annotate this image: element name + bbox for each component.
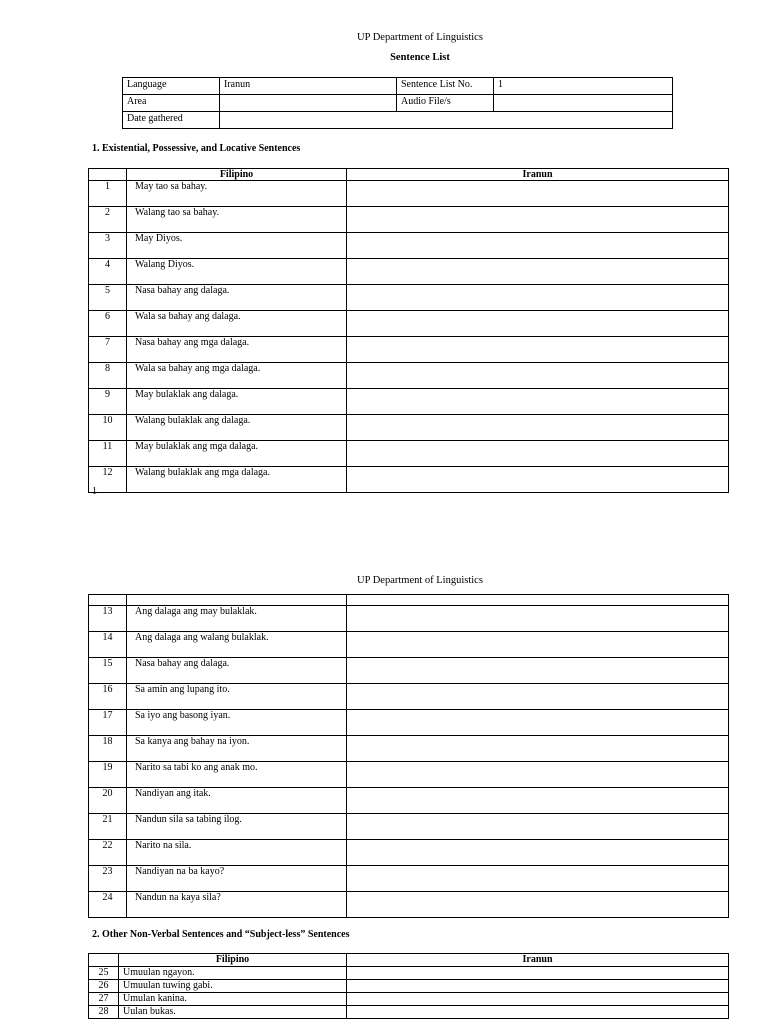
filipino-cell: Walang bulaklak ang mga dalaga. [127,467,347,493]
row-number: 6 [89,311,127,337]
iranun-cell[interactable] [347,1006,729,1019]
filipino-cell: Walang Diyos. [127,259,347,285]
filipino-cell: Nandun na kaya sila? [127,892,347,918]
filipino-cell: Wala sa bahay ang mga dalaga. [127,363,347,389]
row-number: 10 [89,415,127,441]
iranun-cell[interactable] [347,736,729,762]
iranun-cell[interactable] [347,762,729,788]
iranun-cell[interactable] [347,285,729,311]
table-row [89,389,729,415]
table-row [89,840,729,866]
row-number: 26 [89,980,119,993]
iranun-cell[interactable] [347,389,729,415]
filipino-cell: Narito sa tabi ko ang anak mo. [127,762,347,788]
iranun-cell[interactable] [347,363,729,389]
filipino-cell: Nasa bahay ang dalaga. [127,658,347,684]
iranun-cell[interactable] [347,967,729,980]
col-filipino-header: Filipino [127,169,347,181]
list-no-label: Sentence List No. [397,78,494,95]
row-number: 9 [89,389,127,415]
col-iranun-header: Iranun [347,954,729,967]
iranun-cell[interactable] [347,684,729,710]
sentence-table-1 [88,168,729,493]
list-no-value: 1 [494,78,673,95]
row-number: 24 [89,892,127,918]
table-row [89,684,729,710]
document-subtitle: Sentence List [390,52,450,63]
table-row [89,181,729,207]
section1-title: 1. Existential, Possessive, and Locative Sentences [92,143,301,154]
col-filipino-header: Filipino [119,954,347,967]
col-number-header [89,595,127,606]
sentence-table-3 [88,953,729,1019]
row-number: 20 [89,788,127,814]
row-number: 4 [89,259,127,285]
iranun-cell[interactable] [347,259,729,285]
language-value: Iranun [220,78,397,95]
iranun-cell[interactable] [347,840,729,866]
row-number: 3 [89,233,127,259]
info-row-area [123,95,673,112]
table-header-row [89,954,729,967]
iranun-cell[interactable] [347,311,729,337]
table-header-row [89,595,729,606]
filipino-cell: Ang dalaga ang may bulaklak. [127,606,347,632]
table-row [89,658,729,684]
iranun-cell[interactable] [347,233,729,259]
department-title: UP Department of Linguistics [357,32,483,43]
table-row [89,980,729,993]
table-row [89,285,729,311]
table-row [89,710,729,736]
table-row [89,606,729,632]
table-row [89,207,729,233]
page-number: 1 [92,486,97,497]
iranun-cell[interactable] [347,788,729,814]
row-number: 23 [89,866,127,892]
table-row [89,415,729,441]
row-number: 2 [89,207,127,233]
info-row-date [123,112,673,129]
filipino-cell: Nasa bahay ang mga dalaga. [127,337,347,363]
row-number: 28 [89,1006,119,1019]
iranun-cell[interactable] [347,892,729,918]
row-number: 11 [89,441,127,467]
row-number: 12 [89,467,127,493]
table-row [89,337,729,363]
row-number: 13 [89,606,127,632]
table-row [89,993,729,1006]
iranun-cell[interactable] [347,441,729,467]
filipino-cell: May Diyos. [127,233,347,259]
row-number: 21 [89,814,127,840]
language-label: Language [123,78,220,95]
filipino-cell: Nandun sila sa tabing ilog. [127,814,347,840]
filipino-cell: May bulaklak ang mga dalaga. [127,441,347,467]
table-row [89,467,729,493]
table-row [89,866,729,892]
row-number: 18 [89,736,127,762]
col-filipino-header [127,595,347,606]
iranun-cell[interactable] [347,415,729,441]
iranun-cell[interactable] [347,207,729,233]
filipino-cell: Walang bulaklak ang dalaga. [127,415,347,441]
iranun-cell[interactable] [347,993,729,1006]
iranun-cell[interactable] [347,606,729,632]
filipino-cell: Narito na sila. [127,840,347,866]
sentence-table-2 [88,594,729,918]
row-number: 14 [89,632,127,658]
date-label: Date gathered [123,112,220,129]
audio-label: Audio File/s [397,95,494,112]
table-row [89,311,729,337]
table-row [89,259,729,285]
filipino-cell: Sa iyo ang basong iyan. [127,710,347,736]
iranun-cell[interactable] [347,658,729,684]
col-number-header [89,954,119,967]
iranun-cell[interactable] [347,467,729,493]
sentence-table-3-body [89,967,729,1019]
col-iranun-header [347,595,729,606]
table-row [89,441,729,467]
row-number: 22 [89,840,127,866]
filipino-cell: May tao sa bahay. [127,181,347,207]
iranun-cell[interactable] [347,710,729,736]
iranun-cell[interactable] [347,866,729,892]
table-row [89,233,729,259]
area-value [220,95,397,112]
filipino-cell: May bulaklak ang dalaga. [127,389,347,415]
filipino-cell: Nandiyan na ba kayo? [127,866,347,892]
table-row [89,762,729,788]
department-title-page2: UP Department of Linguistics [357,575,483,586]
table-row [89,967,729,980]
filipino-cell: Nandiyan ang itak. [127,788,347,814]
audio-value [494,95,673,112]
filipino-cell: Uulan bukas. [119,1006,347,1019]
iranun-cell[interactable] [347,814,729,840]
table-row [89,892,729,918]
row-number: 17 [89,710,127,736]
info-table [122,77,673,129]
row-number: 15 [89,658,127,684]
filipino-cell: Ang dalaga ang walang bulaklak. [127,632,347,658]
row-number: 27 [89,993,119,1006]
table-row [89,814,729,840]
filipino-cell: Umulan kanina. [119,993,347,1006]
table-row [89,632,729,658]
area-label: Area [123,95,220,112]
filipino-cell: Walang tao sa bahay. [127,207,347,233]
table-row [89,736,729,762]
filipino-cell: Sa amin ang lupang ito. [127,684,347,710]
filipino-cell: Sa kanya ang bahay na iyon. [127,736,347,762]
iranun-cell[interactable] [347,632,729,658]
row-number: 7 [89,337,127,363]
table-row [89,788,729,814]
sentence-table-2-body [89,606,729,918]
col-iranun-header: Iranun [347,169,729,181]
row-number: 8 [89,363,127,389]
row-number: 5 [89,285,127,311]
section2-title: 2. Other Non-Verbal Sentences and “Subject-less” Sentences [92,929,350,940]
col-number-header [89,169,127,181]
table-row [89,363,729,389]
row-number: 16 [89,684,127,710]
row-number: 19 [89,762,127,788]
filipino-cell: Wala sa bahay ang dalaga. [127,311,347,337]
row-number: 25 [89,967,119,980]
filipino-cell: Umuulan ngayon. [119,967,347,980]
filipino-cell: Nasa bahay ang dalaga. [127,285,347,311]
info-row-language [123,78,673,95]
filipino-cell: Umuulan tuwing gabi. [119,980,347,993]
date-value [220,112,673,129]
table-header-row [89,169,729,181]
table-row [89,1006,729,1019]
iranun-cell[interactable] [347,181,729,207]
iranun-cell[interactable] [347,337,729,363]
row-number: 1 [89,181,127,207]
sentence-table-1-body [89,181,729,493]
iranun-cell[interactable] [347,980,729,993]
